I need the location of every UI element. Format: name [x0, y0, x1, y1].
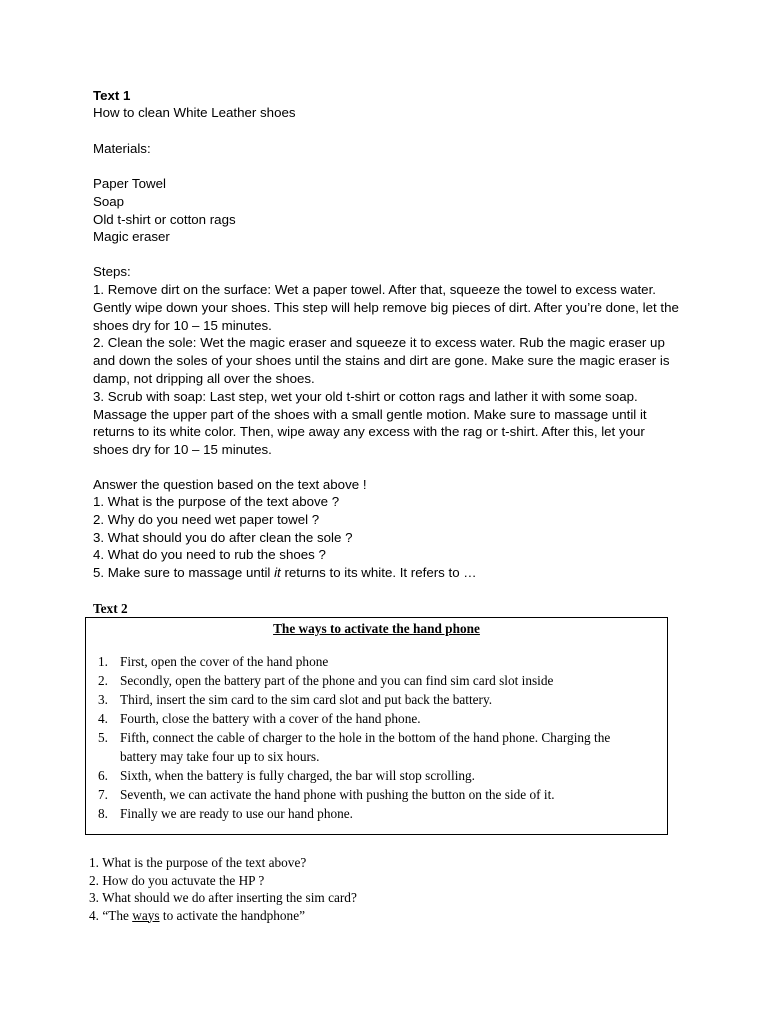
step-text: Finally we are ready to use our hand phone.: [120, 806, 353, 821]
step-text: Scrub with soap: Last step, wet your old t-shirt or cotton rags and lather it with some soap. Massage the upper part of the shoes with a small gentle motion. Make sure to massage until it returns to its white color. Then, wipe away any excess with the rag or t-shirt. After this, let your shoes dry for 10 – 15 minutes.: [93, 388, 647, 458]
question-number: 3.: [89, 890, 99, 905]
step-text: Secondly, open the battery part of the phone and you can find sim card slot inside: [120, 673, 554, 688]
step-number: 1.: [98, 654, 108, 669]
questions-intro: Answer the question based on the text above !: [93, 477, 367, 492]
step-number: 2.: [93, 335, 105, 351]
question-number: 4.: [89, 907, 99, 923]
step-number: 7.: [98, 787, 108, 802]
step-item: [93, 281, 683, 334]
step-number: 4.: [98, 711, 108, 726]
step-text: Fourth, close the battery with a cover of the hand phone.: [120, 711, 421, 726]
question-text: What should we do after inserting the sim card?: [102, 890, 357, 905]
step-item: [94, 728, 620, 766]
step-number: 1.: [93, 282, 105, 297]
question-item: [93, 529, 683, 547]
text1-questions-list: [93, 493, 683, 582]
question-item: [89, 889, 679, 907]
step-number: 6.: [98, 768, 108, 783]
step-item: [93, 334, 683, 387]
question-text-underlined: ways: [132, 907, 160, 923]
box-title: The ways to activate the hand phone: [273, 621, 480, 636]
question-text-pre: Make sure to massage until: [107, 565, 275, 581]
question-text: What is the purpose of the text above ?: [107, 494, 340, 509]
question-item: [93, 546, 683, 564]
question-item: [89, 907, 679, 925]
step-text: Third, insert the sim card to the sim card slot and put back the battery.: [120, 692, 493, 707]
question-number: 2.: [93, 511, 105, 527]
question-item: [89, 872, 679, 890]
question-number: 1.: [89, 855, 99, 870]
question-text-post: to activate the handphone”: [159, 907, 306, 923]
material-item: Old t-shirt or cotton rags: [93, 211, 236, 227]
activation-steps-list: [94, 652, 659, 823]
step-text: Seventh, we can activate the hand phone with pushing the button on the side of it.: [120, 787, 555, 802]
step-text: Clean the sole: Wet the magic eraser and squeeze it to excess water. Rub the magic eraser up and down the soles of your shoes until the stains and dirt are gone. Make sure the magic eraser is damp, not dripping all over the shoes.: [93, 335, 670, 386]
question-item: [93, 564, 683, 582]
step-number: 8.: [98, 806, 108, 821]
step-item: [94, 804, 659, 823]
step-text: Remove dirt on the surface: Wet a paper towel. After that, squeeze the towel to excess water. Gently wipe down your shoes. This step will help remove big pieces of dirt. After you’re done, let the shoes dry for 10 – 15 minutes.: [93, 282, 679, 333]
question-number: 3.: [93, 529, 105, 545]
question-text: What do you need to rub the shoes ?: [107, 547, 326, 563]
step-item: [94, 690, 659, 709]
material-item: Paper Towel: [93, 176, 166, 191]
text2-label: Text 2: [93, 601, 128, 616]
step-text: First, open the cover of the hand phone: [120, 654, 329, 669]
materials-list: [93, 175, 236, 246]
steps-label: Steps:: [93, 264, 131, 279]
text1-label: Text 1: [93, 88, 131, 103]
question-number: 4.: [93, 547, 105, 563]
question-item: [93, 511, 683, 529]
step-number: 2.: [98, 673, 108, 688]
step-item: [94, 671, 659, 690]
materials-label: Materials:: [93, 141, 151, 156]
text2-questions-list: [89, 854, 679, 924]
question-text: How do you actuvate the HP ?: [102, 872, 265, 888]
question-number: 2.: [89, 872, 99, 888]
question-text-post: returns to its white. It refers to …: [280, 565, 477, 581]
step-text: Sixth, when the battery is fully charged, the bar will stop scrolling.: [120, 768, 476, 783]
step-number: 3.: [93, 388, 105, 404]
question-text: What should you do after clean the sole ?: [107, 529, 353, 545]
step-item: [93, 388, 683, 459]
step-item: [94, 766, 659, 785]
question-number: 1.: [93, 494, 105, 509]
step-item: [94, 709, 659, 728]
question-item: [93, 493, 683, 511]
step-number: 3.: [98, 692, 108, 707]
question-text: Why do you need wet paper towel ?: [107, 511, 320, 527]
material-item: Magic eraser: [93, 229, 170, 245]
question-number: 5.: [93, 565, 105, 581]
material-item: Soap: [93, 193, 125, 209]
question-text-emphasis: it: [274, 565, 281, 581]
step-item: [94, 785, 659, 804]
cleaning-steps-list: [93, 281, 683, 459]
step-item: [94, 652, 659, 671]
procedure-box: [85, 617, 668, 835]
step-text: Fifth, connect the cable of charger to the hole in the bottom of the hand phone. Charging the battery may take four up to six hours.: [120, 730, 611, 764]
question-text-pre: “The: [102, 907, 133, 923]
step-number: 5.: [98, 730, 108, 745]
question-item: [89, 854, 679, 872]
text1-title: How to clean White Leather shoes: [93, 105, 296, 120]
question-text: What is the purpose of the text above?: [102, 855, 307, 870]
